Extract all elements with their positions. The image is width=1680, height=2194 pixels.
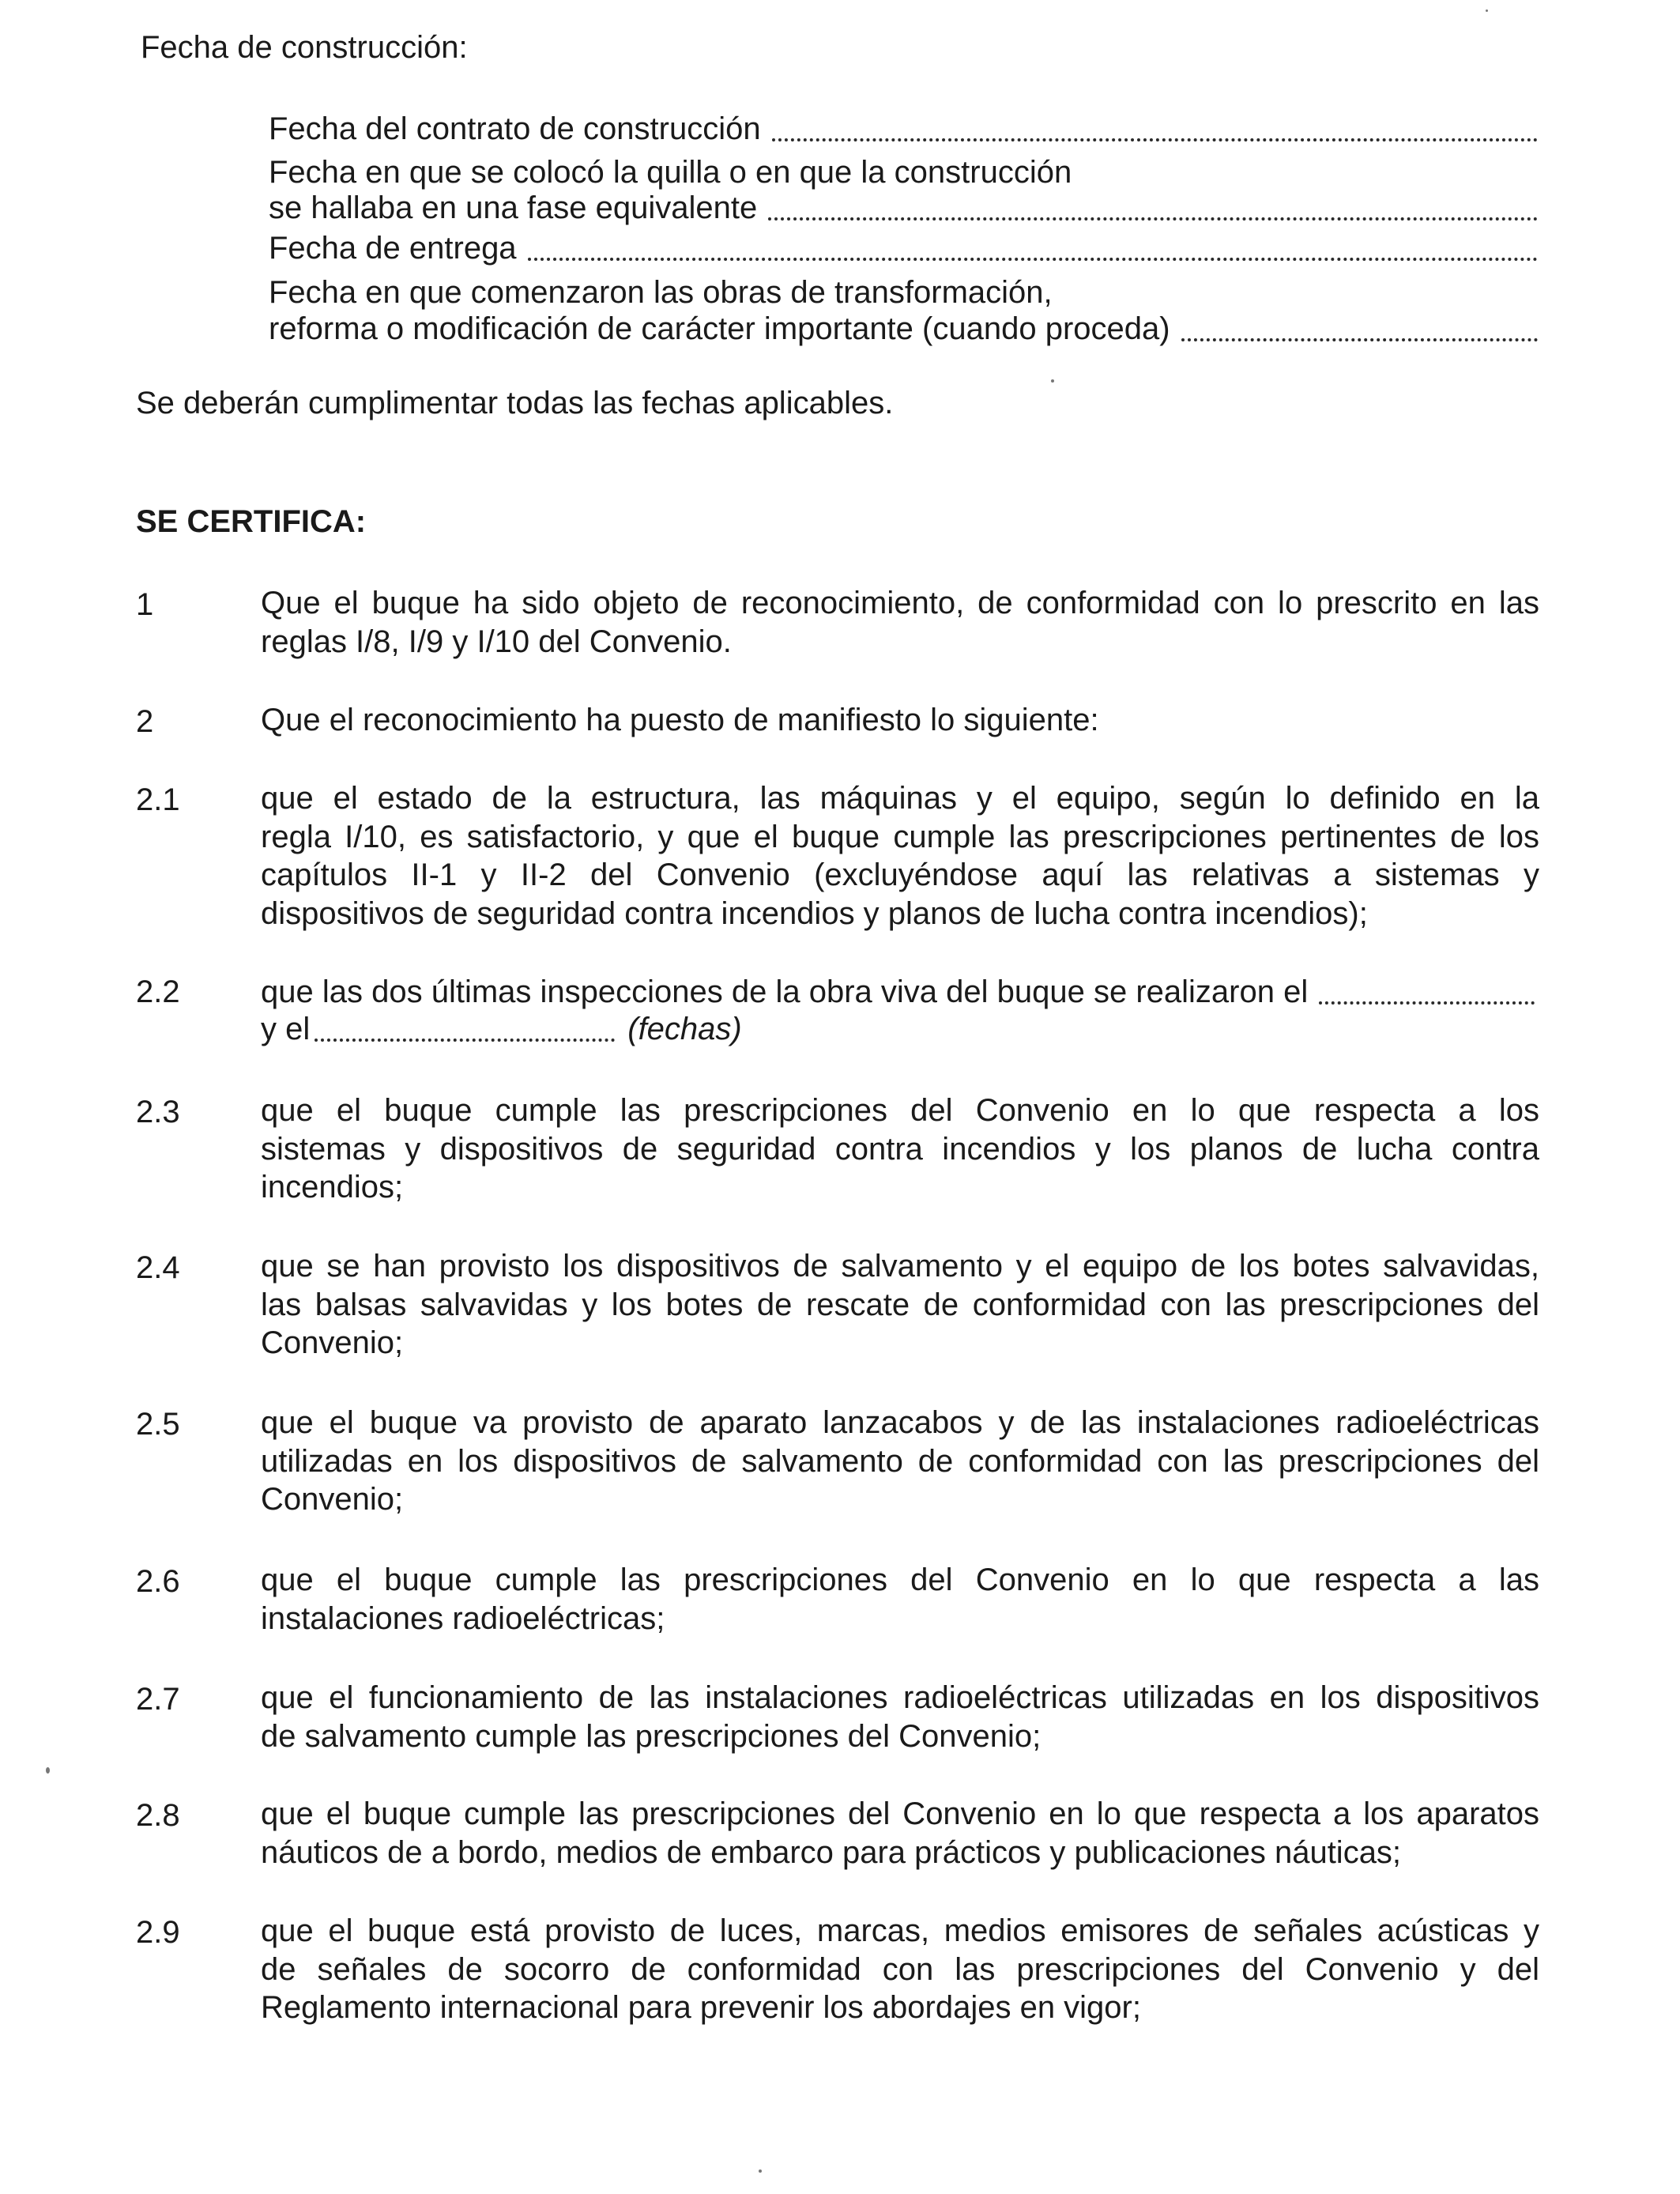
item-line: Que el reconocimiento ha puesto de manifiesto lo siguiente: bbox=[261, 703, 1099, 737]
certifies-heading: SE CERTIFICA: bbox=[136, 504, 367, 539]
item-line: que el estado de la estructura, las máquinas y el equipo, según lo definido en la bbox=[261, 781, 1539, 816]
dotted-fill-line bbox=[1319, 1001, 1535, 1005]
certify-item-2-9 bbox=[261, 1912, 1539, 2027]
certify-item-2-2-line2 bbox=[261, 1013, 753, 1045]
dates-note: Se deberán cumplimentar todas las fechas aplicables. bbox=[136, 386, 894, 420]
item-number: 2.3 bbox=[136, 1095, 180, 1129]
item-line: sistemas y dispositivos de seguridad contra incendios y los planos de lucha contra bbox=[261, 1131, 1539, 1167]
item-line: las balsas salvavidas y los botes de rescate de conformidad con las prescripciones del bbox=[261, 1287, 1539, 1322]
item-number: 2.4 bbox=[136, 1250, 180, 1285]
item-line: que el buque está provisto de luces, marcas, medios emisores de señales acústicas y bbox=[261, 1913, 1539, 1948]
item-line: reglas I/8, I/9 y I/10 del Convenio. bbox=[261, 624, 732, 659]
certify-item-2-6 bbox=[261, 1561, 1539, 1638]
scan-speck bbox=[46, 1767, 50, 1774]
scan-speck bbox=[759, 2169, 762, 2173]
construction-heading: Fecha de construcción: bbox=[141, 30, 468, 65]
item-number: 2 bbox=[136, 704, 154, 739]
scan-speck bbox=[1486, 9, 1488, 12]
scan-speck bbox=[1051, 379, 1054, 383]
item-number: 2.8 bbox=[136, 1798, 180, 1833]
item-line-prefix: y el bbox=[261, 1012, 311, 1046]
conversion-date-label-line1: Fecha en que comenzaron las obras de transformación, bbox=[269, 275, 1053, 310]
conversion-date-label-line2: reforma o modificación de carácter importante (cuando proceda) bbox=[269, 311, 1170, 346]
certify-item-2-2-line1 bbox=[261, 976, 1535, 1008]
item-line: de salvamento cumple las prescripciones del Convenio; bbox=[261, 1718, 1042, 1754]
certify-item-2-3 bbox=[261, 1091, 1539, 1207]
dotted-fill-line bbox=[315, 1039, 615, 1042]
item-line: de señales de socorro de conformidad con las prescripciones del Convenio y del bbox=[261, 1951, 1539, 1987]
item-number: 2.5 bbox=[136, 1407, 180, 1442]
item-line: que el buque cumple las prescripciones del Convenio en lo que respecta a los aparatos bbox=[261, 1796, 1539, 1831]
item-line: instalaciones radioeléctricas; bbox=[261, 1600, 665, 1636]
dotted-fill-line bbox=[1181, 338, 1538, 341]
certify-item-2-4 bbox=[261, 1247, 1539, 1363]
item-number: 2.2 bbox=[136, 974, 180, 1009]
item-line: náuticos de a bordo, medios de embarco para prácticos y publicaciones náuticas; bbox=[261, 1834, 1402, 1870]
item-line: Convenio; bbox=[261, 1325, 404, 1360]
item-line: que el funcionamiento de las instalaciones radioeléctricas utilizadas en los dispositivos bbox=[261, 1680, 1539, 1715]
keel-date-field bbox=[269, 192, 1538, 224]
certify-item-1 bbox=[261, 584, 1539, 661]
item-line: Que el buque ha sido objeto de reconocimiento, de conformidad con lo prescrito en las bbox=[261, 586, 1539, 620]
contract-date-label: Fecha del contrato de construcción bbox=[269, 111, 761, 146]
keel-date-label-line2: se hallaba en una fase equivalente bbox=[269, 190, 758, 225]
item-line: incendios; bbox=[261, 1170, 404, 1204]
item-number: 2.6 bbox=[136, 1564, 180, 1599]
item-line: capítulos II-1 y II-2 del Convenio (excluyéndose aquí las relativas a sistemas y bbox=[261, 858, 1539, 892]
delivery-date-field bbox=[269, 232, 1538, 264]
certify-item-2-8 bbox=[261, 1795, 1539, 1872]
item-line: que el buque cumple las prescripciones del Convenio en lo que respecta a las bbox=[261, 1563, 1539, 1597]
dotted-fill-line bbox=[528, 258, 1538, 261]
item-line: Reglamento internacional para prevenir los abordajes en vigor; bbox=[261, 1990, 1141, 2025]
item-number: 2.1 bbox=[136, 782, 180, 817]
item-number: 1 bbox=[136, 587, 154, 622]
delivery-date-label: Fecha de entrega bbox=[269, 231, 517, 266]
item-line: que el buque va provisto de aparato lanzacabos y de las instalaciones radioeléctricas bbox=[261, 1405, 1539, 1440]
dotted-fill-line bbox=[772, 138, 1538, 141]
item-number: 2.9 bbox=[136, 1915, 180, 1950]
conversion-date-field bbox=[269, 313, 1538, 345]
dotted-fill-line bbox=[768, 217, 1538, 221]
item-line: utilizadas en los dispositivos de salvamento de conformidad con las prescripciones del bbox=[261, 1443, 1539, 1479]
certify-item-2-1 bbox=[261, 779, 1539, 933]
item-line: regla I/10, es satisfactorio, y que el buque cumple las prescripciones pertinentes de los bbox=[261, 819, 1539, 854]
dates-hint: (fechas) bbox=[627, 1012, 742, 1046]
certify-item-2-5 bbox=[261, 1404, 1539, 1519]
certify-item-2-7 bbox=[261, 1679, 1539, 1755]
keel-date-label-line1: Fecha en que se colocó la quilla o en que la construcción bbox=[269, 155, 1072, 190]
item-line: que el buque cumple las prescripciones del Convenio en lo que respecta a los bbox=[261, 1093, 1539, 1128]
item-line: dispositivos de seguridad contra incendios y planos de lucha contra incendios); bbox=[261, 895, 1368, 931]
item-line: que las dos últimas inspecciones de la obra viva del buque se realizaron el bbox=[261, 974, 1309, 1009]
contract-date-field bbox=[269, 113, 1538, 145]
certify-item-2 bbox=[261, 701, 1539, 740]
item-line: Convenio; bbox=[261, 1482, 404, 1517]
item-number: 2.7 bbox=[136, 1682, 180, 1717]
item-line: que se han provisto los dispositivos de salvamento y el equipo de los botes salvavidas, bbox=[261, 1249, 1539, 1284]
